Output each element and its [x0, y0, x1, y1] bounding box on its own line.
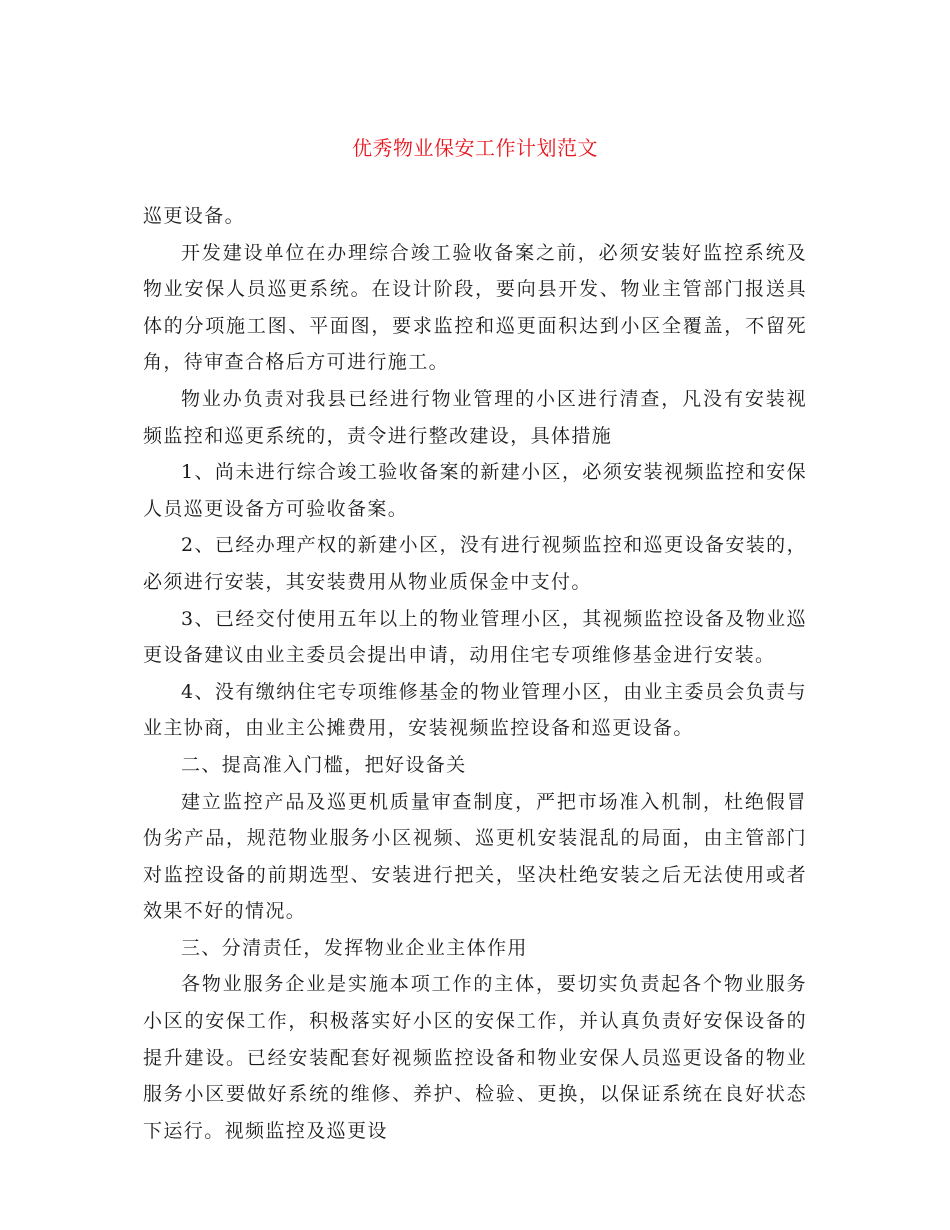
- body-paragraph: 2、已经办理产权的新建小区，没有进行视频监控和巡更设备安装的，必须进行安装，其安装费用从物业质保金中支付。: [143, 534, 807, 593]
- body-paragraph: 三、分清责任，发挥物业企业主体作用: [181, 936, 528, 959]
- body-paragraph: 开发建设单位在办理综合竣工验收备案之前，必须安装好监控系统及物业安保人员巡更系统。在设计阶段，要向县开发、物业主管部门报送具体的分项施工图、平面图，要求监控和巡更面积达到小区全覆盖，不留死角，待审查合格后方可进行施工。: [143, 241, 807, 374]
- body-paragraph: 巡更设备。: [143, 205, 246, 227]
- body-paragraph: 3、已经交付使用五年以上的物业管理小区，其视频监控设备及物业巡更设备建议由业主委员会提出申请，动用住宅专项维修基金进行安装。: [143, 607, 807, 667]
- body-paragraph: 1、尚未进行综合竣工验收备案的新建小区，必须安装视频监控和安保人员巡更设备方可验收备案。: [143, 461, 807, 520]
- document-body: [143, 198, 807, 1149]
- body-paragraph: 各物业服务企业是实施本项工作的主体，要切实负责起各个物业服务小区的安保工作，积极落实好小区的安保工作，并认真负责好安保设备的提升建设。已经安装配套好视频监控设备和物业安保人员巡更设备的物业服务小区要做好系统的维修、养护、检验、更换，以保证系统在良好状态下运行。视频监控及巡更设: [143, 973, 807, 1142]
- body-paragraph: 二、提高准入门槛，把好设备关: [181, 753, 467, 776]
- body-paragraph: 物业办负责对我县已经进行物业管理的小区进行清查，凡没有安装视频监控和巡更系统的，责令进行整改建设，具体措施: [143, 387, 807, 447]
- document-title: 优秀物业保安工作计划范文: [352, 136, 598, 160]
- body-paragraph: 4、没有缴纳住宅专项维修基金的物业管理小区，由业主委员会负责与业主协商，由业主公摊费用，安装视频监控设备和巡更设备。: [143, 680, 807, 740]
- body-paragraph: 建立监控产品及巡更机质量审查制度，严把市场准入机制，杜绝假冒伪劣产品，规范物业服务小区视频、巡更机安装混乱的局面，由主管部门对监控设备的前期选型、安装进行把关，坚决杜绝安装之后无法使用或者效果不好的情况。: [143, 790, 807, 923]
